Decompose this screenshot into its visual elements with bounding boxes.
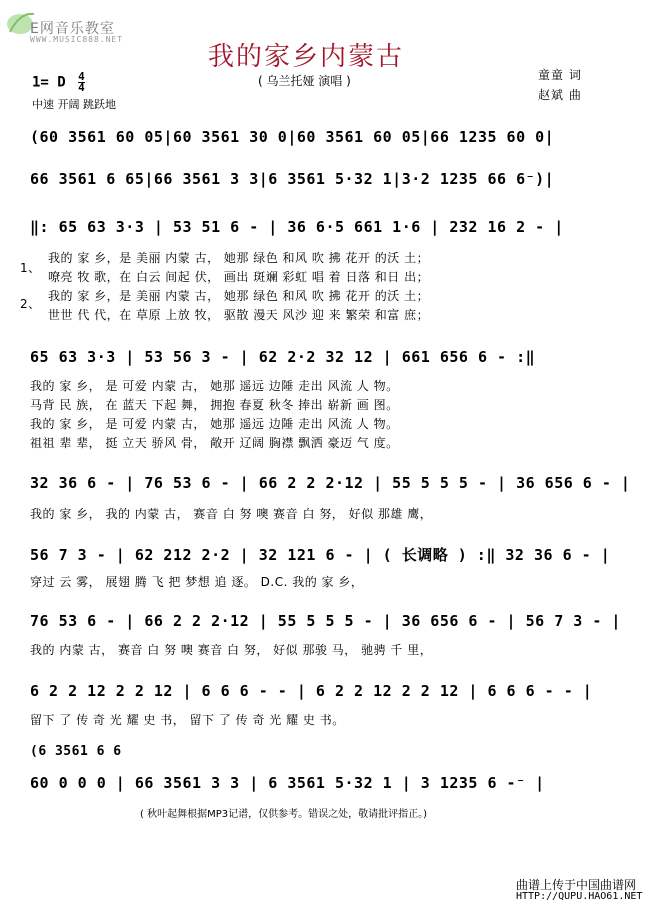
chorus-line-3-lyrics: 我的 内蒙 古， 赛音 白 努 噢 赛音 白 努， 好似 那骏 马， 驰骋 千 里， (30, 643, 433, 657)
key-signature (32, 72, 85, 93)
site-name: E网音乐教室 (30, 21, 115, 37)
verse-mark-2: 2、 (20, 297, 41, 311)
verse-line-2-lyric-4: 祖祖 辈 辈， 挺 立天 骄风 骨， 敞开 辽阔 胸襟 飘洒 豪迈 气 度。 (30, 436, 399, 450)
chorus-line-3-notes: 76 53 6 - | 66 2 2 2·12 | 55 5 5 5 - | 36 656 6 - | 56 7 3 - | (30, 612, 621, 630)
verse-line-1-lyric-2: 嘹亮 牧 歌，在 白云 间起 伏， 画出 斑斓 彩虹 唱 着 日落 和日 出； (48, 270, 430, 284)
verse-line-1-notes: ‖: 65 63 3·3 | 53 51 6 - | 36 6·5 661 1·6 | 232 16 2 - | (30, 218, 564, 236)
site-logo[interactable] (4, 6, 164, 42)
singer-credit: ( 乌兰托娅 演唱 ) (258, 74, 351, 88)
intro-row-2: 66 3561 6 65|66 3561 3 3|6 3561 5·32 1|3·2 1235 66 6⁻)| (30, 170, 555, 188)
time-sig-bottom: 4 (78, 81, 85, 94)
footer-text[interactable]: 曲谱上传于中国曲谱网 (516, 878, 637, 892)
intro-row-1: (60 3561 60 05|60 3561 30 0|60 3561 60 05|66 1235 60 0| (30, 128, 555, 146)
song-title: 我的家乡内蒙古 (208, 42, 405, 72)
verse-line-1-lyric-1: 我的 家 乡，是 美丽 内蒙 古， 她那 绿色 和风 吹 拂 花开 的沃 土； (48, 251, 430, 265)
coda-top-notes: (6 3561 6 6 (30, 744, 122, 759)
chorus-line-2-lyrics: 穿过 云 雾， 展翅 腾 飞 把 梦想 追 逐。 D.C. 我的 家 乡， (30, 575, 364, 589)
chorus-line-2-notes: 56 7 3 - | 62 212 2·2 | 32 121 6 - | ( 长调略 ) :‖ 32 36 6 - | (30, 546, 611, 564)
chorus-line-1-notes: 32 36 6 - | 76 53 6 - | 66 2 2 2·12 | 55 5 5 5 - | 36 656 6 - | (30, 474, 631, 492)
lyricist-credit: 童童 词 (538, 68, 582, 82)
verse-line-1-lyric-3: 我的 家 乡，是 美丽 内蒙 古， 她那 绿色 和风 吹 拂 花开 的沃 土； (48, 289, 430, 303)
footer-url[interactable]: HTTP://QUPU.HAO61.NET (516, 891, 643, 902)
composer-credit: 赵斌 曲 (538, 88, 582, 102)
verse-line-2-notes: 65 63 3·3 | 53 56 3 - | 62 2·2 32 12 | 661 656 6 - :‖ (30, 348, 536, 366)
verse-line-1-lyric-4: 世世 代 代，在 草原 上放 牧， 驱散 漫天 风沙 迎 来 繁荣 和富 庶； (48, 308, 430, 322)
chorus-line-1-lyrics: 我的 家 乡， 我的 内蒙 古， 赛音 白 努 噢 赛音 白 努， 好似 那雄 鹰， (30, 507, 433, 521)
verse-line-2-lyric-3: 我的 家 乡， 是 可爱 内蒙 古， 她那 遥远 边陲 走出 风流 人 物。 (30, 417, 399, 431)
verse-line-2-lyric-1: 我的 家 乡， 是 可爱 内蒙 古， 她那 遥远 边陲 走出 风流 人 物。 (30, 379, 399, 393)
key-label: 1= D (32, 74, 66, 91)
verse-line-2-lyric-2: 马背 民 族， 在 蓝天 下起 舞， 拥抱 春夏 秋冬 捧出 崭新 画 图。 (30, 398, 399, 412)
transcription-note: ( 秋叶起舞根据MP3记谱，仅供参考。错误之处，敬请批评指正。) (140, 809, 428, 820)
verse-mark-1: 1、 (20, 261, 41, 275)
chorus-line-4-lyrics: 留下 了 传 奇 光 耀 史 书， 留下 了 传 奇 光 耀 史 书。 (30, 713, 345, 727)
site-url: WWW.MUSIC888.NET (30, 35, 124, 44)
time-sig-top: 4 (78, 70, 85, 83)
coda-bottom-notes: 60 0 0 0 | 66 3561 3 3 | 6 3561 5·32 1 | 3 1235 6 -⁻ | (30, 774, 545, 792)
tempo-marking: 中速 开阔 跳跃地 (32, 98, 116, 111)
chorus-line-4-notes: 6 2 2 12 2 2 12 | 6 6 6 - - | 6 2 2 12 2 2 12 | 6 6 6 - - | (30, 682, 593, 700)
